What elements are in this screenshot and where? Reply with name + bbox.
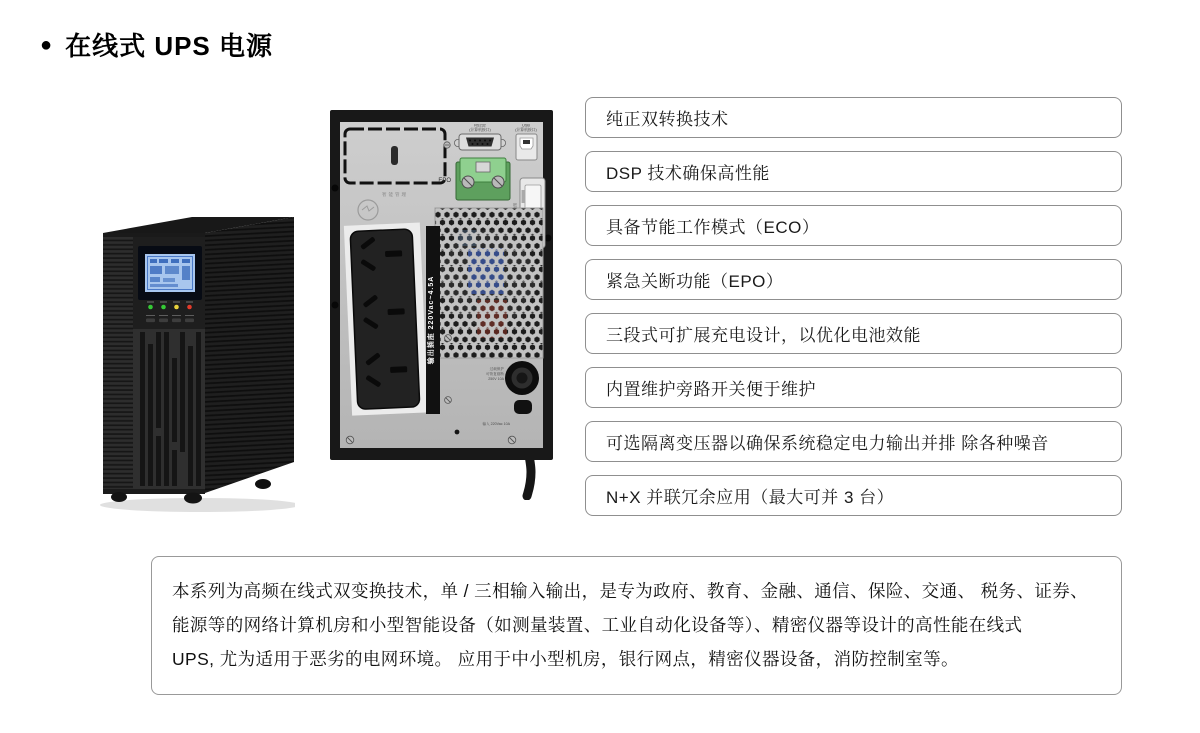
front-top-strip xyxy=(103,233,205,237)
panel-button xyxy=(185,319,194,323)
feature-item-text: 纯正双转换技术 xyxy=(606,110,729,129)
page-title-text: 在线式 UPS 电源 xyxy=(65,31,274,61)
circuit-breaker xyxy=(505,361,539,395)
input-label: 输入 220Vac 10A xyxy=(482,422,510,426)
db9-port xyxy=(454,134,505,150)
feature-item xyxy=(585,421,1122,462)
feature-item-text: 紧急关断功能（EPO） xyxy=(606,272,784,291)
unit-foot xyxy=(111,492,127,502)
frame-bump xyxy=(545,235,552,242)
side-shade xyxy=(205,217,294,493)
outlet-block xyxy=(344,223,428,416)
feature-item xyxy=(585,475,1122,516)
frame-bump xyxy=(332,302,339,309)
feature-item-text: N+X 并联冗余应用（最大可并 3 台） xyxy=(606,488,895,507)
unit-foot xyxy=(184,493,202,504)
feature-item-text: DSP 技术确保高性能 xyxy=(606,164,770,183)
feature-item xyxy=(585,205,1122,246)
ups-rear-image xyxy=(330,110,553,500)
panel-button xyxy=(159,319,168,323)
description-box xyxy=(151,556,1122,695)
snmp-slot-opening xyxy=(391,146,398,165)
feature-item-text: 三段式可扩展充电设计，以优化电池效能 xyxy=(606,326,921,345)
usb-label: USB xyxy=(522,123,530,128)
feature-list xyxy=(585,97,1122,516)
front-vent-strip xyxy=(103,237,133,489)
description-line: 能源等的网络计算机房和小型智能设备（如测量装置、工业自动化设备等）、精密仪器等设计的高性能在线式 xyxy=(172,615,1023,635)
rs232-label: RS232 xyxy=(474,123,486,128)
led-fault-icon xyxy=(187,305,192,310)
epo-terminal xyxy=(456,158,510,200)
outlet-strip-label: 输出插座 220Vac~4.5A xyxy=(428,275,435,365)
ups-rear-illustration xyxy=(330,110,553,500)
feature-item xyxy=(585,367,1122,408)
page-title xyxy=(40,26,273,63)
snmp-slot-label: 智能管理 xyxy=(382,192,408,197)
cable-strain-relief xyxy=(514,400,532,414)
bullet-icon: ● xyxy=(40,33,54,56)
epo-label: EPO xyxy=(438,178,451,184)
ups-front-illustration xyxy=(95,212,295,515)
description-line: UPS, 尤为适用于恶劣的电网环境。 应用于中小型机房，银行网点，精密仪器设备，消防控制室等。 xyxy=(172,649,959,669)
frame-bump xyxy=(332,185,339,192)
breaker-label-1: 过载保护 xyxy=(489,367,504,371)
panel-button xyxy=(146,319,155,323)
panel-button xyxy=(172,319,181,323)
led-inverter-icon xyxy=(161,305,166,310)
feature-item-text: 内置维护旁路开关便于维护 xyxy=(606,380,816,399)
unit-foot xyxy=(255,479,271,489)
feature-item xyxy=(585,97,1122,138)
breaker-label-2: 可恢复熔断 xyxy=(486,372,504,376)
feature-item-text: 具备节能工作模式（ECO） xyxy=(606,218,820,237)
feature-item xyxy=(585,151,1122,192)
ups-front-image xyxy=(95,212,295,515)
feature-item xyxy=(585,259,1122,300)
rs232-sublabel: (计算机接口) xyxy=(469,128,491,132)
breaker-label-3: 250V 10A xyxy=(488,377,504,381)
led-power-icon xyxy=(148,305,153,310)
feature-item xyxy=(585,313,1122,354)
led-bypass-icon xyxy=(174,305,179,310)
feature-item-text: 可选隔离变压器以确保系统稳定电力输出并排 除各种噪音 xyxy=(606,434,1049,453)
fan-grille xyxy=(435,208,543,358)
usb-port xyxy=(516,134,537,160)
usb-sublabel: (计算机接口) xyxy=(515,128,537,132)
description-line: 本系列为高频在线式双变换技术，单 / 三相输入输出，是专为政府、教育、金融、通信、保险、交通、 税务、证券、 xyxy=(172,581,1089,601)
